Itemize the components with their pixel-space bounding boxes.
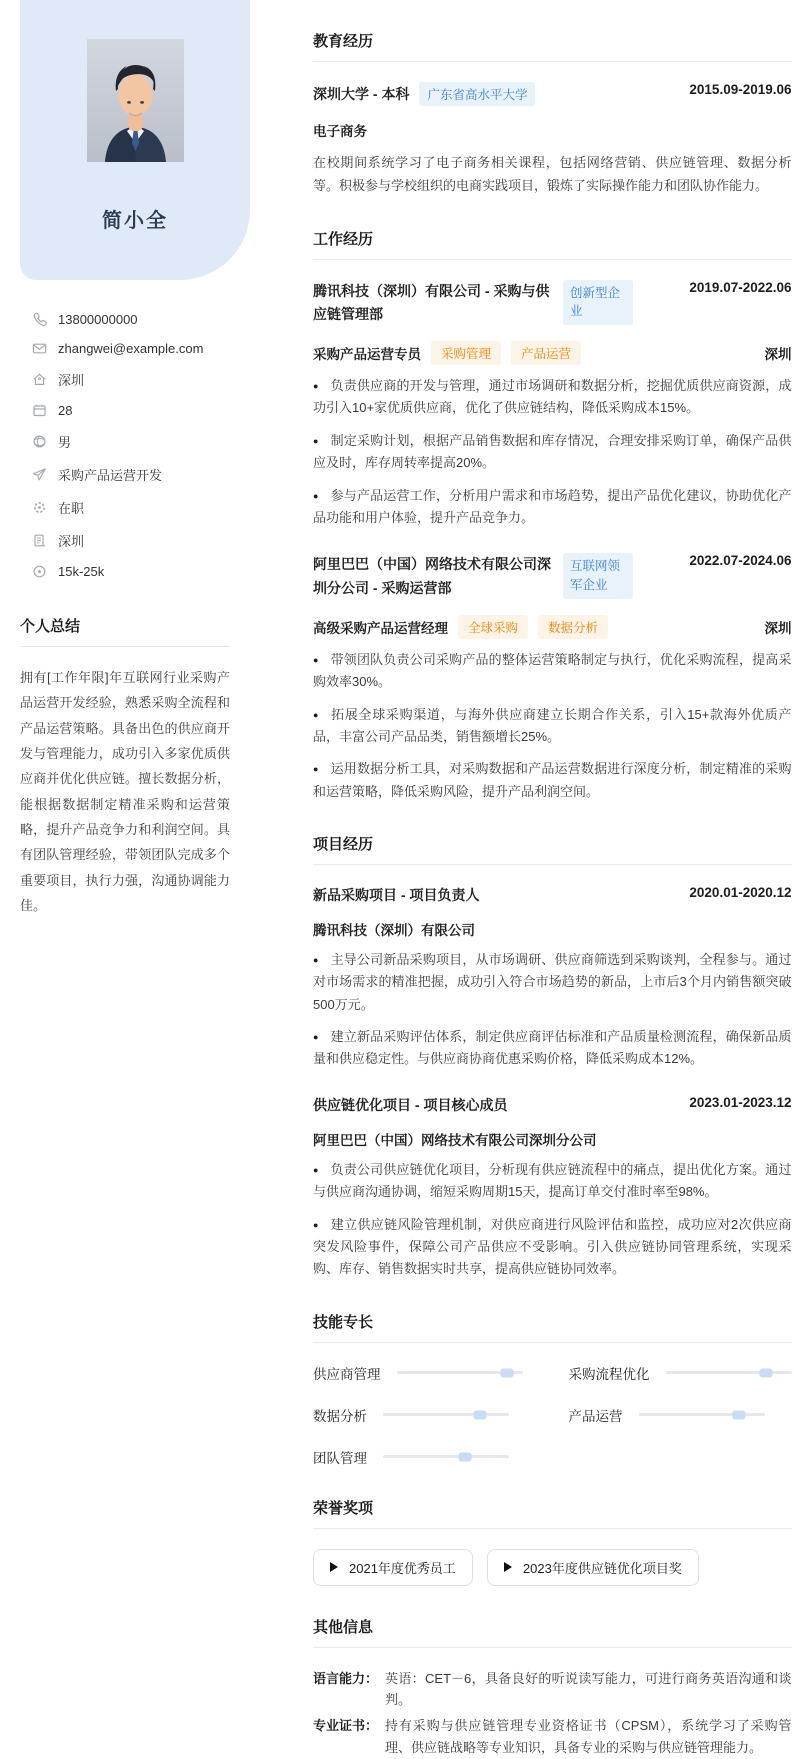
job-role: 高级采购产品运营经理 [313, 620, 448, 636]
contact-phone [32, 312, 250, 327]
skill-slider [383, 1455, 509, 1458]
job-intention-value: 采购产品运营开发 [58, 468, 163, 483]
skills-title: 技能专长 [313, 1311, 792, 1343]
skill-data-analysis: 数据分析 [313, 1405, 523, 1425]
project-bullet: ● 建立新品采购评估体系，制定供应商评估标准和产品质量检测流程，确保新品质量和供应稳定性。与供应商协商优惠采购价格，降低采购成本12%。 [313, 1029, 792, 1067]
slider-handle[interactable] [458, 1452, 471, 1461]
project-name: 新品采购项目 - 项目负责人 [313, 887, 480, 903]
skill-supplier-management: 供应商管理 [313, 1363, 523, 1383]
education-major: 电子商务 [313, 124, 367, 139]
school-badge: 广东省高水平大学 [419, 82, 535, 106]
contact-job-intention [32, 465, 250, 484]
project-company: 阿里巴巴（中国）网络技术有限公司深圳分公司 [313, 1132, 597, 1148]
other-info-section [313, 1616, 792, 1759]
phone-icon [32, 312, 47, 327]
gender-value: 男 [58, 435, 72, 450]
home-icon [32, 372, 47, 387]
personal-summary-section [20, 615, 230, 918]
bullet-icon: ● [313, 654, 319, 665]
job-bullet: ● 参与产品运营工作，分析用户需求和市场趋势，提出产品优化建议，协助优化产品功能和用户体验，提升产品竞争力。 [313, 487, 792, 525]
skill-procurement-process: 采购流程优化 [569, 1363, 792, 1383]
work-title: 工作经历 [313, 228, 792, 260]
skills-section [313, 1311, 792, 1467]
slider-handle[interactable] [501, 1368, 514, 1377]
main-content [250, 0, 794, 1756]
bullet-icon: ● [313, 1032, 319, 1043]
skill-slider [383, 1413, 509, 1416]
profile-panel [20, 0, 250, 280]
education-title: 教育经历 [313, 30, 792, 62]
honor-badge-2023[interactable]: 2023年度供应链优化项目奖 [487, 1549, 699, 1586]
play-icon [330, 1562, 338, 1572]
contact-age [32, 403, 250, 418]
contact-email [32, 341, 250, 356]
education-description: 在校期间系统学习了电子商务相关课程，包括网络营销、供应链管理、数据分析等。积极参与学校组织的电商实践项目，锻炼了实际操作能力和团队协作能力。 [313, 155, 792, 193]
email-icon [32, 341, 47, 356]
bullet-icon: ● [313, 764, 319, 775]
job-intention-icon [32, 467, 47, 482]
project-period: 2023.01-2023.12 [689, 1094, 792, 1110]
job-bullet: ● 拓展全球采购渠道，与海外供应商建立长期合作关系，引入15+款海外优质产品，丰富公司产品品类，销售额增长25%。 [313, 706, 792, 744]
skill-product-operation: 产品运营 [569, 1405, 792, 1425]
bullet-icon: ● [313, 1219, 319, 1230]
status-icon [32, 500, 47, 515]
city-icon [32, 533, 47, 548]
contact-salary [32, 564, 250, 579]
contact-status [32, 498, 250, 517]
honors-title: 荣誉奖项 [313, 1497, 792, 1529]
status-value: 在职 [58, 501, 85, 516]
other-info-title: 其他信息 [313, 1616, 792, 1648]
project-name: 供应链优化项目 - 项目核心成员 [313, 1096, 508, 1113]
honor-badge-2021[interactable]: 2021年度优秀员工 [313, 1549, 473, 1586]
project-entry-1 [313, 885, 792, 1071]
candidate-name: 简小全 [102, 210, 168, 232]
gender-icon [32, 434, 47, 449]
project-company: 腾讯科技（深圳）有限公司 [313, 923, 475, 938]
contact-location [32, 370, 250, 389]
certificate-label: 专业证书： [313, 1718, 379, 1734]
job-tag: 数据分析 [538, 615, 608, 639]
job-bullet: ● 负责供应商的开发与管理，通过市场调研和数据分析，挖掘优质供应商资源，成功引入10+家优质供应商，优化了供应链结构，降低采购成本15%。 [313, 378, 792, 416]
projects-section [313, 833, 792, 1281]
city-value: 深圳 [58, 534, 85, 549]
personal-summary-text: 拥有[工作年限]年互联网行业采购产品运营开发经验，熟悉采购全流程和产品运营策略。具备出色的供应商开发与管理能力，成功引入多家优质供应商并优化供应链。擅长数据分析，能根据数据制定精准采购和运营策略，提升产品竞争力和利润空间。具有团队管理经验，带领团队完成多个重要项目，执行力强，沟通协调能力佳。 [20, 670, 230, 914]
honors-section [313, 1497, 792, 1586]
skill-slider [666, 1371, 792, 1374]
contact-list [32, 312, 250, 579]
job-location: 深圳 [764, 620, 792, 636]
job-tag: 全球采购 [458, 615, 528, 639]
skill-team-management: 团队管理 [313, 1447, 523, 1467]
job-role: 采购产品运营专员 [313, 347, 421, 363]
bullet-icon: ● [313, 709, 320, 720]
education-period: 2015.09-2019.06 [689, 82, 792, 97]
job-bullet: ● 制定采购计划，根据产品销售数据和库存情况，合理安排采购订单，确保产品供应及时，库存周转率提高20%。 [313, 432, 792, 471]
work-section [313, 228, 792, 804]
job-entry-1 [313, 280, 792, 530]
school-name: 深圳大学 - 本科 [313, 86, 410, 102]
location-value: 深圳 [58, 373, 85, 388]
salary-value: 15k-25k [58, 564, 105, 579]
contact-city [32, 531, 250, 550]
company-name: 腾讯科技（深圳）有限公司 - 采购与供应链管理部 [313, 282, 550, 323]
projects-title: 项目经历 [313, 833, 792, 865]
job-period: 2022.07-2024.06 [689, 553, 792, 569]
job-tag: 采购管理 [431, 341, 501, 365]
age-icon [32, 403, 47, 418]
project-entry-2 [313, 1095, 792, 1281]
project-period: 2020.01-2020.12 [689, 885, 792, 900]
company-badge: 创新型企业 [563, 280, 633, 326]
sidebar [0, 0, 250, 1418]
job-location: 深圳 [764, 347, 792, 363]
personal-summary-title: 个人总结 [20, 615, 230, 647]
play-icon [504, 1562, 512, 1572]
certificate-text: 持有采购与供应链管理专业资格证书（CPSM），系统学习了采购管理、供应链战略等专业知识，具备专业的采购与供应链管理能力。 [385, 1718, 792, 1756]
language-ability-text: 英语：CET－6，具备良好的听说读写能力，可进行商务英语沟通和谈判。 [385, 1670, 792, 1708]
email-value: zhangwei@example.com [58, 341, 204, 356]
contact-gender [32, 432, 250, 451]
project-bullet: ● 主导公司新品采购项目，从市场调研、供应商筛选到采购谈判，全程参与。通过对市场需求的精准把握，成功引入符合市场趋势的新品，上市后3个月内销售额突破500万元。 [313, 952, 792, 1012]
job-tag: 产品运营 [511, 341, 581, 365]
salary-icon [32, 564, 47, 579]
bullet-icon: ● [313, 955, 319, 965]
job-bullet: ● 带领团队负责公司采购产品的整体运营策略制定与执行，优化采购流程，提高采购效率30%。 [313, 651, 792, 690]
language-ability-row [313, 1668, 792, 1712]
bullet-icon: ● [313, 1164, 319, 1175]
project-bullet: ● 负责公司供应链优化项目，分析现有供应链流程中的痛点，提出优化方案。通过与供应商沟通协调，缩短采购周期15天，提高订单交付准时率至98%。 [313, 1161, 792, 1200]
bullet-icon: ● [313, 435, 319, 446]
skill-slider [397, 1371, 523, 1374]
skill-slider [639, 1413, 765, 1416]
job-period: 2019.07-2022.06 [689, 279, 792, 295]
company-name: 阿里巴巴（中国）网络技术有限公司深圳分公司 - 采购运营部 [313, 556, 551, 597]
education-section [313, 30, 792, 198]
project-bullet: ● 建立供应链风险管理机制，对供应商进行风险评估和监控，成功应对2次供应商突发风险事件，保障公司产品供应不受影响。引入供应链协同管理系统，实现采购、库存、销售数据实时共享，提高供应链协同效率。 [313, 1216, 792, 1277]
certificate-row [313, 1715, 792, 1759]
company-badge: 互联网领军企业 [563, 553, 633, 599]
phone-value: 13800000000 [58, 312, 138, 327]
age-value: 28 [58, 403, 73, 418]
slider-handle[interactable] [760, 1368, 773, 1377]
bullet-icon: ● [313, 490, 319, 501]
language-ability-label: 语言能力： [313, 1670, 379, 1686]
job-bullet: ● 运用数据分析工具，对采购数据和产品运营数据进行深度分析，制定精准的采购和运营策略，降低采购风险，提升产品利润空间。 [313, 761, 792, 799]
profile-photo [87, 39, 184, 162]
bullet-icon: ● [313, 381, 319, 392]
job-entry-2 [313, 553, 792, 803]
